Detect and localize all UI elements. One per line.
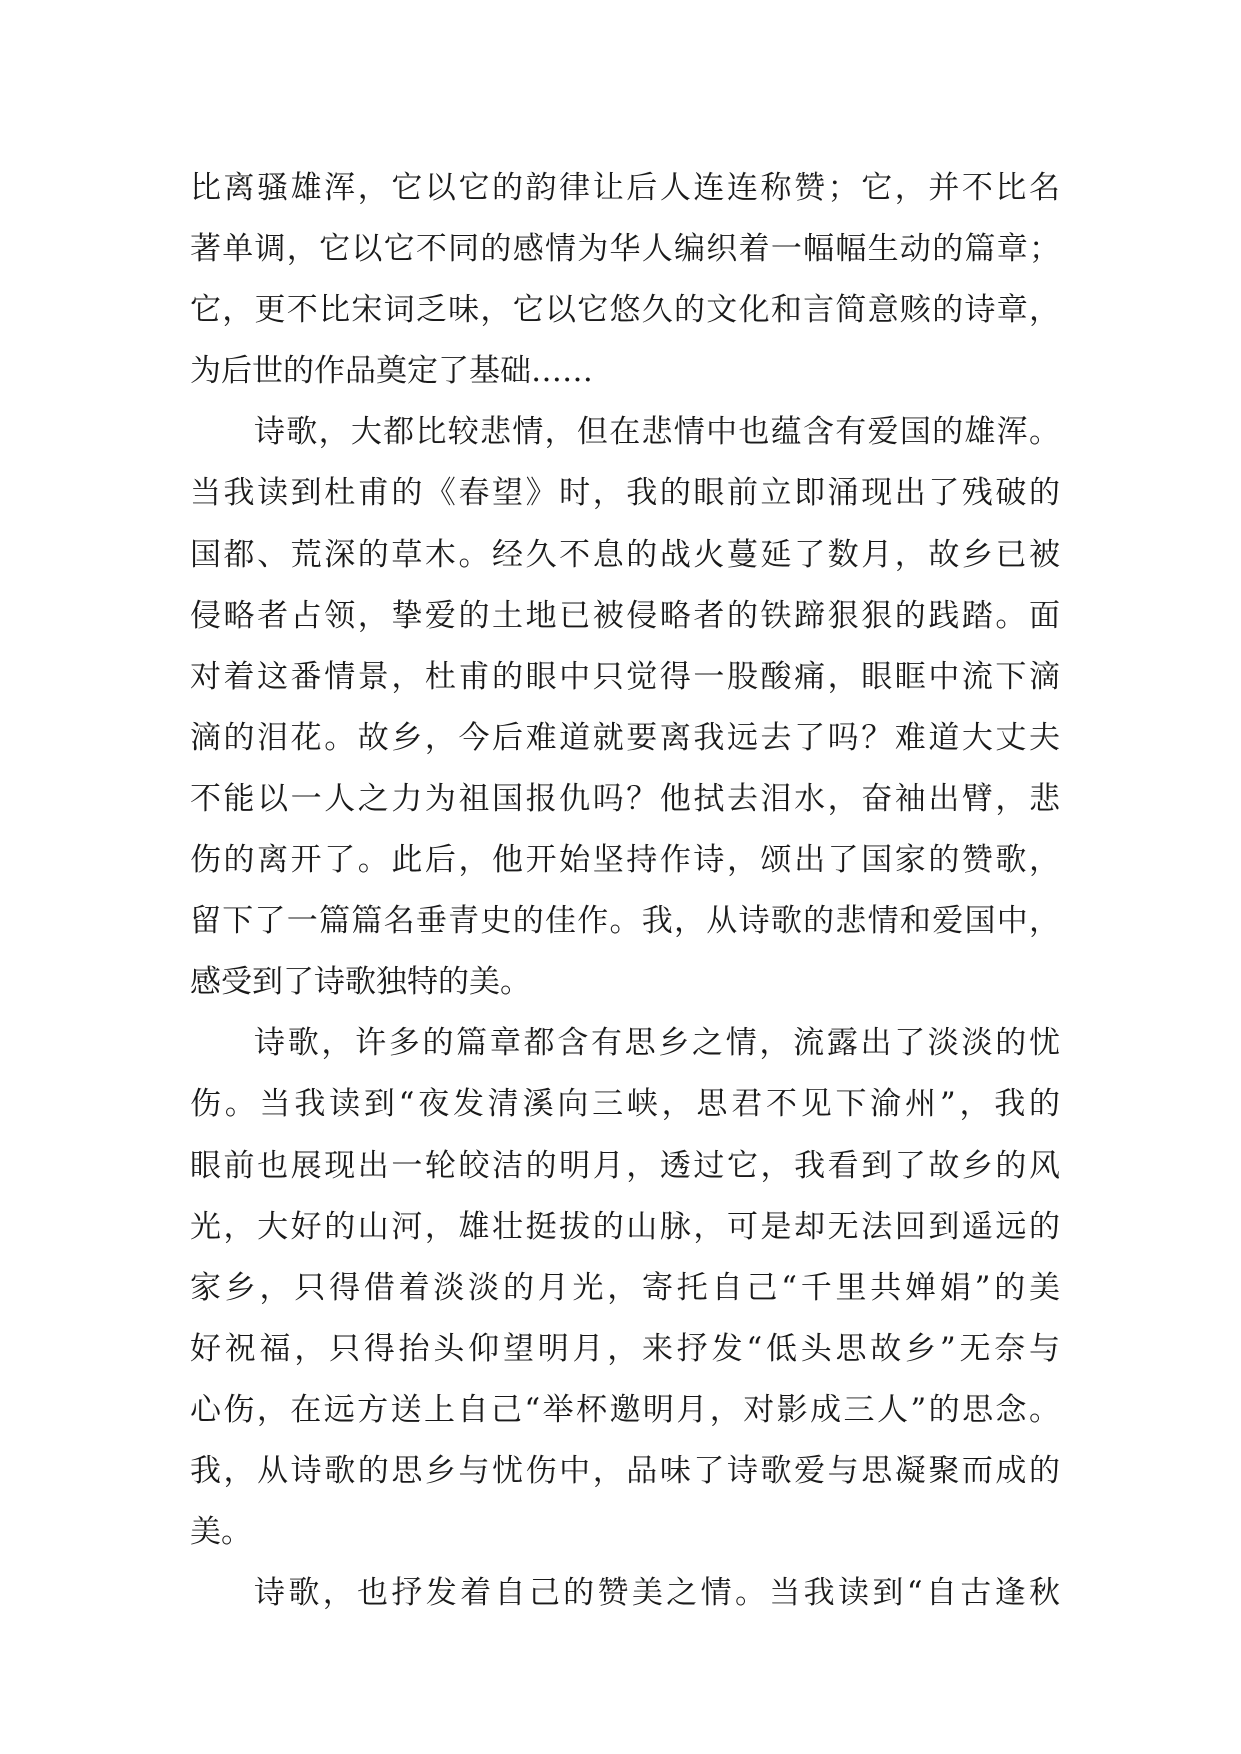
text-line: 伤的离开了。此后，他开始坚持作诗，颂出了国家的赞歌， xyxy=(190,842,1060,879)
text-line: 留下了一篇篇名垂青史的佳作。我，从诗歌的悲情和爱国中， xyxy=(190,903,1060,940)
text-line: 国都、荒深的草木。经久不息的战火蔓延了数月，故乡已被 xyxy=(190,536,1060,573)
text-line: 我，从诗歌的思乡与忧伤中，品味了诗歌爱与思凝聚而成的 xyxy=(190,1452,1060,1489)
text-line: 伤。当我读到“夜发清溪向三峡，思君不见下渝州”，我的 xyxy=(190,1086,1060,1123)
text-line: 心伤，在远方送上自己“举杯邀明月，对影成三人”的思念。 xyxy=(190,1391,1060,1428)
text-line: 当我读到杜甫的《春望》时，我的眼前立即涌现出了残破的 xyxy=(190,475,1060,512)
text-line: 诗歌，许多的篇章都含有思乡之情，流露出了淡淡的忧 xyxy=(254,1025,1060,1062)
essay-body xyxy=(190,158,1060,1624)
text-line: 不能以一人之力为祖国报仇吗？他拭去泪水，奋袖出臂，悲 xyxy=(190,780,1060,817)
text-line: 诗歌，大都比较悲情，但在悲情中也蕴含有爱国的雄浑。 xyxy=(254,414,1060,451)
text-line: 家乡，只得借着淡淡的月光，寄托自己“千里共婵娟”的美 xyxy=(190,1269,1060,1306)
text-line: 对着这番情景，杜甫的眼中只觉得一股酸痛，眼眶中流下滴 xyxy=(190,658,1060,695)
text-line: 著单调，它以它不同的感情为华人编织着一幅幅生动的篇章； xyxy=(190,231,1060,268)
text-line: 光，大好的山河，雄壮挺拔的山脉，可是却无法回到遥远的 xyxy=(190,1208,1060,1245)
text-line: 好祝福，只得抬头仰望明月，来抒发“低头思故乡”无奈与 xyxy=(190,1330,1060,1367)
text-line: 为后世的作品奠定了基础…… xyxy=(190,353,593,390)
text-line: 它，更不比宋词乏味，它以它悠久的文化和言简意赅的诗章， xyxy=(190,292,1060,329)
text-line: 感受到了诗歌独特的美。 xyxy=(190,964,531,1001)
text-line: 滴的泪花。故乡，今后难道就要离我远去了吗？难道大丈夫 xyxy=(190,719,1060,756)
text-line: 比离骚雄浑，它以它的韵律让后人连连称赞；它，并不比名 xyxy=(190,170,1060,206)
text-line: 侵略者占领，挚爱的土地已被侵略者的铁蹄狠狠的践踏。面 xyxy=(190,597,1060,634)
text-line: 眼前也展现出一轮皎洁的明月，透过它，我看到了故乡的风 xyxy=(190,1147,1060,1184)
text-line: 诗歌，也抒发着自己的赞美之情。当我读到“自古逢秋 xyxy=(254,1575,1060,1612)
text-line: 美。 xyxy=(190,1514,252,1551)
